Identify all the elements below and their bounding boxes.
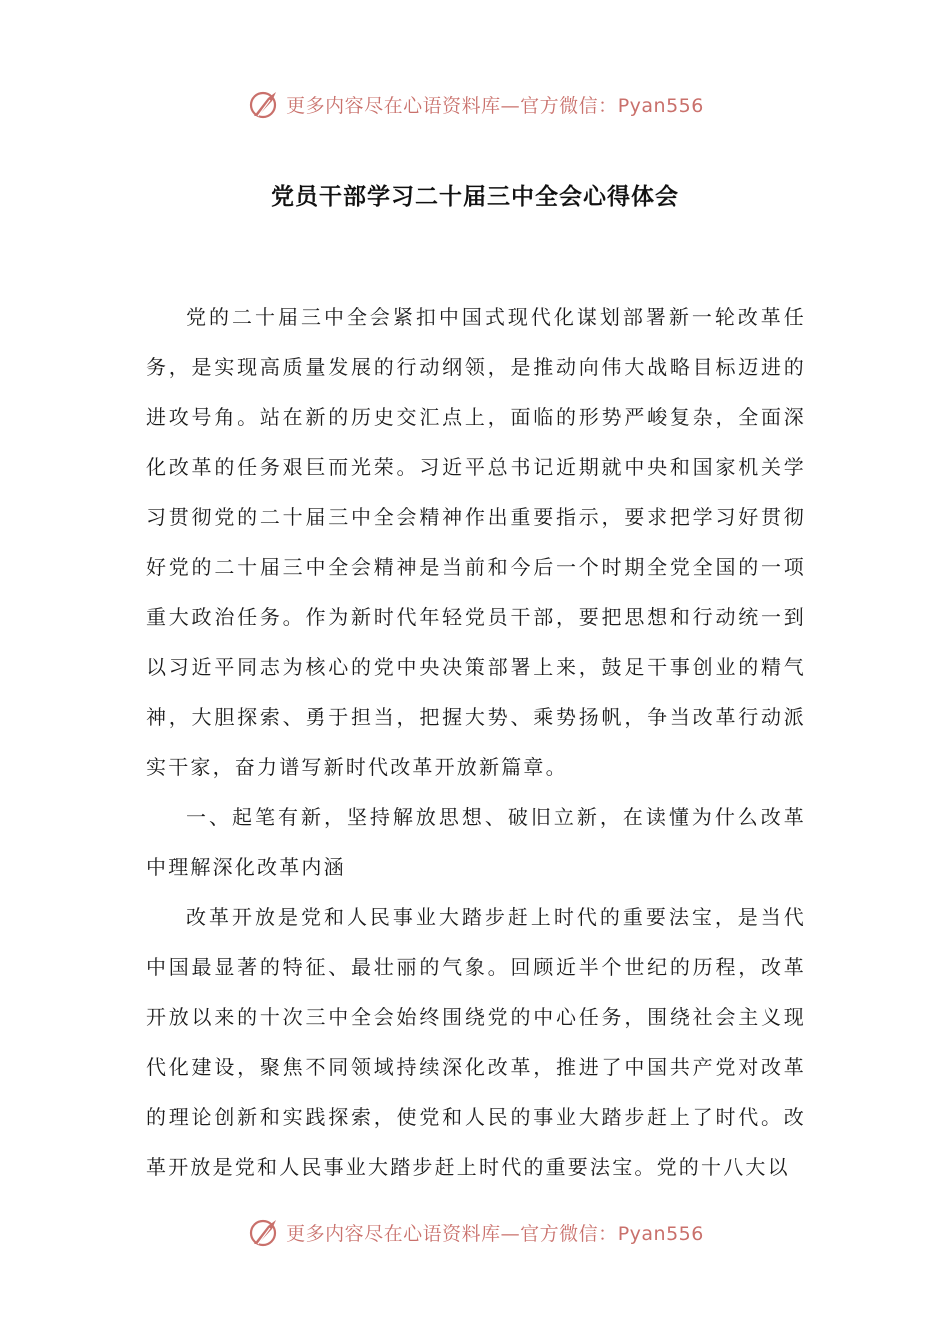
document-body <box>146 292 806 1192</box>
paragraph-section-1: 改革开放是党和人民事业大踏步赶上时代的重要法宝，是当代中国最显著的特征、最壮丽的气象。回顾近半个世纪的历程，改革开放以来的十次三中全会始终围绕党的中心任务，围绕社会主义现代化建设，聚焦不同领域持续深化改革，推进了中国共产党对改革的理论创新和实践探索，使党和人民的事业大踏步赶上了时代。改革开放是党和人民事业大踏步赶上时代的重要法宝。党的十八大以 <box>146 905 806 1179</box>
watermark-text <box>286 91 704 118</box>
watermark-wechat-label: 官方微信： <box>520 94 618 117</box>
watermark-banner-bottom <box>0 1212 950 1252</box>
watermark-wechat-id: Pyan556 <box>617 94 704 117</box>
quill-pen-logo-icon <box>246 1214 282 1250</box>
watermark-brand: 更多内容尽在心语资料库 <box>286 94 501 117</box>
watermark-text <box>286 1219 704 1246</box>
paragraph-intro: 党的二十届三中全会紧扣中国式现代化谋划部署新一轮改革任务，是实现高质量发展的行动纲领，是推动向伟大战略目标迈进的进攻号角。站在新的历史交汇点上，面临的形势严峻复杂，全面深化改革的任务艰巨而光荣。习近平总书记近期就中央和国家机关学习贯彻党的二十届三中全会精神作出重要指示，要求把学习好贯彻好党的二十届三中全会精神是当前和今后一个时期全党全国的一项重大政治任务。作为新时代年轻党员干部，要把思想和行动统一到以习近平同志为核心的党中央决策部署上来，鼓足干事创业的精气神，大胆探索、勇于担当，把握大势、乘势扬帆，争当改革行动派实干家，奋力谱写新时代改革开放新篇章。 <box>146 305 806 779</box>
watermark-wechat-id: Pyan556 <box>617 1222 704 1245</box>
watermark-separator: — <box>500 1222 521 1245</box>
quill-pen-logo-icon <box>246 86 282 122</box>
document-title: 党员干部学习二十届三中全会心得体会 <box>271 184 679 210</box>
watermark-banner-top <box>0 84 950 124</box>
watermark-separator: — <box>500 94 521 117</box>
watermark-brand: 更多内容尽在心语资料库 <box>286 1222 501 1245</box>
section-heading-1: 一、起笔有新，坚持解放思想、破旧立新，在读懂为什么改革中理解深化改革内涵 <box>146 805 806 879</box>
watermark-wechat-label: 官方微信： <box>520 1222 618 1245</box>
